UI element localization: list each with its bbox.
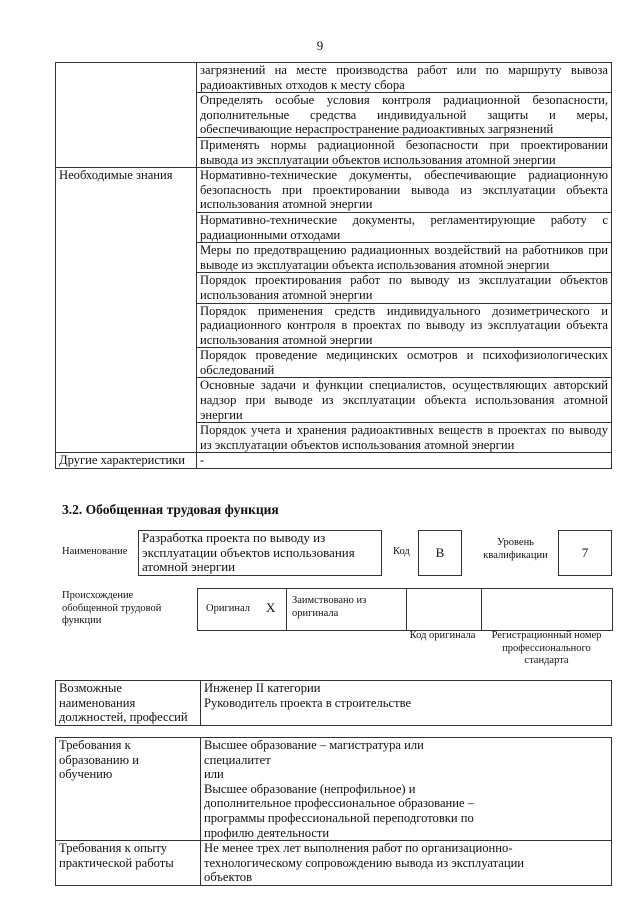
table-cell: Меры по предотвращению радиационных воздействий на работников при выводе из эксплуатации объекта использования атомной энергии <box>197 243 612 273</box>
table-cell: - <box>197 453 612 469</box>
table-cell: Порядок учета и хранения радиоактивных веществ в проектах по выводу из эксплуатации объектов использования атомной энергии <box>197 423 612 453</box>
table-cell: Нормативно-технические документы, регламентирующие работу с радиационными отходами <box>197 212 612 242</box>
requirement-line: Высшее образование – магистратура или специалитет <box>204 738 424 767</box>
divider <box>406 589 407 630</box>
orig-code-caption: Код оригинала <box>409 630 476 641</box>
level-value: 7 <box>558 530 612 576</box>
table-row <box>56 168 612 213</box>
table-cell <box>201 738 612 841</box>
row-label: Требования к опыту практической работы <box>56 841 201 886</box>
table-cell <box>201 841 612 886</box>
name-value: Разработка проекта по выводу из эксплуатации объектов использования атомной энергии <box>138 530 382 576</box>
divider <box>286 589 287 630</box>
row-label: Другие характеристики <box>56 453 197 469</box>
name-label: Наименование <box>62 546 128 557</box>
code-value: B <box>418 530 462 576</box>
table-row <box>56 738 612 841</box>
table-cell: загрязнений на месте производства работ или по маршруту вывоза радиоактивных отходов к месту сбора <box>197 63 612 93</box>
table-row <box>56 63 612 93</box>
requirement-line: Не менее трех лет выполнения работ по организационно-технологическому сопровождению вывода из эксплуатации объектов <box>204 841 525 885</box>
level-label: Уровень квалификации <box>483 537 548 561</box>
code-label: Код <box>393 546 410 557</box>
table-cell: Порядок применения средств индивидуального дозиметрического и радиационного контроля в проектах по выводу из эксплуатации объекта использования атомной энергии <box>197 303 612 348</box>
table-cell <box>201 681 612 726</box>
position-item: Руководитель проекта в строительстве <box>204 695 412 710</box>
section-title: 3.2. Обобщенная трудовая функция <box>62 502 279 517</box>
table-cell: Порядок проведение медицинских осмотров и психофизиологических обследований <box>197 348 612 378</box>
original-label: Оригинал <box>206 603 250 614</box>
origin-table <box>197 588 613 631</box>
table-row <box>56 453 612 469</box>
borrowed-label: Заимствовано из оригинала <box>292 595 367 619</box>
skills-knowledge-table <box>55 62 612 469</box>
table-cell: Основные задачи и функции специалистов, осуществляющих авторский надзор при выводе из эксплуатации объекта использования атомной энергии <box>197 378 612 423</box>
table-cell: Нормативно-технические документы, обеспечивающие радиационную безопасность при проектировании вывода из эксплуатации объекта использования атомной энергии <box>197 168 612 213</box>
reg-number-caption: Регистрационный номер профессионального стандарта <box>491 630 602 666</box>
divider <box>481 589 482 630</box>
requirements-table <box>55 737 612 886</box>
requirement-line: или <box>204 767 224 782</box>
page-number: 9 <box>316 38 324 53</box>
origin-label: Происхождение обобщенной трудовой функции <box>62 590 162 626</box>
table-row <box>56 681 612 726</box>
table-row <box>56 841 612 886</box>
table-cell: Порядок проектирования работ по выводу из эксплуатации объектов использования атомной энергии <box>197 273 612 303</box>
table-cell: Применять нормы радиационной безопасности при проектировании вывода из эксплуатации объектов использования атомной энергии <box>197 137 612 167</box>
row-label <box>56 63 197 168</box>
table-cell: Определять особые условия контроля радиационной безопасности, дополнительные средства индивидуальной защиты и меры, обеспечивающие нераспространение радиоактивных загрязнений <box>197 93 612 138</box>
row-label: Требования к образованию и обучению <box>56 738 201 841</box>
position-item: Инженер II категории <box>204 681 321 695</box>
positions-table <box>55 680 612 726</box>
row-label: Необходимые знания <box>56 168 197 453</box>
original-mark: X <box>266 600 276 615</box>
requirement-line: Высшее образование (непрофильное) и дополнительное профессиональное образование – программы профессиональной переподготовки по профилю деятельности <box>204 781 475 840</box>
row-label: Возможные наименования должностей, профессий <box>56 681 201 726</box>
